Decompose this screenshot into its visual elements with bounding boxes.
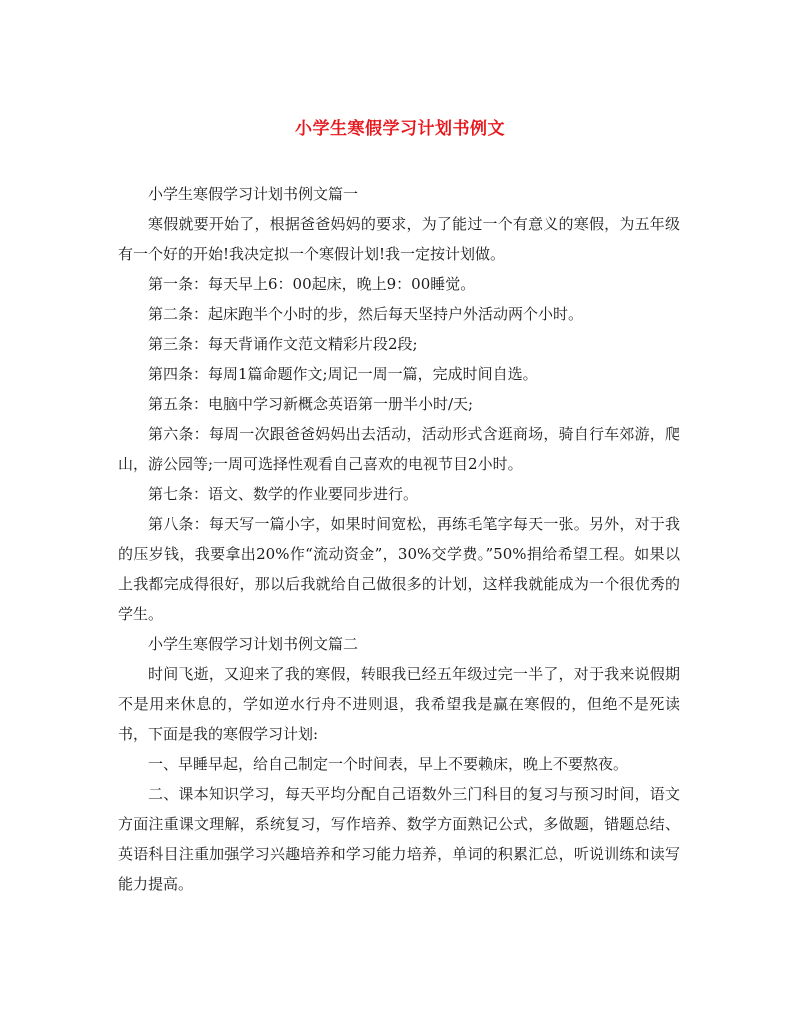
section-heading-1: 小学生寒假学习计划书例文篇一 bbox=[148, 185, 359, 203]
paragraph: 第三条：每天背诵作文范文精彩片段2段; bbox=[148, 335, 418, 353]
paragraph: 一、早睡早起，给自己制定一个时间表，早上不要赖床，晚上不要熬夜。 bbox=[148, 755, 629, 773]
document-body bbox=[118, 179, 680, 899]
section-heading-2: 小学生寒假学习计划书例文篇二 bbox=[148, 635, 359, 653]
paragraph: 第七条：语文、数学的作业要同步进行。 bbox=[148, 485, 419, 503]
paragraph: 第四条：每周1篇命题作文;周记一周一篇，完成时间自选。 bbox=[148, 365, 538, 383]
page-title: 小学生寒假学习计划书例文 bbox=[295, 119, 505, 139]
paragraph: 第二条：起床跑半个小时的步，然后每天坚持户外活动两个小时。 bbox=[148, 305, 584, 323]
paragraph: 第五条：电脑中学习新概念英语第一册半小时/天; bbox=[148, 395, 474, 413]
paragraph: 时间飞逝，又迎来了我的寒假，转眼我已经五年级过完一半了，对于我来说假期不是用来休息的，学如逆水行舟不进则退，我希望我是赢在寒假的，但绝不是死读书，下面是我的寒假学习计划: bbox=[118, 665, 680, 743]
paragraph: 第一条：每天早上6：00起床，晚上9：00睡觉。 bbox=[148, 275, 476, 293]
paragraph: 寒假就要开始了，根据爸爸妈妈的要求，为了能过一个有意义的寒假，为五年级有一个好的开始!我决定拟一个寒假计划!我一定按计划做。 bbox=[118, 215, 680, 263]
paragraph: 二、课本知识学习，每天平均分配自己语数外三门科目的复习与预习时间，语文方面注重课文理解，系统复习，写作培养、数学方面熟记公式，多做题，错题总结、英语科目注重加强学习兴趣培养和学习能力培养，单词的积累汇总，听说训练和读写能力提高。 bbox=[118, 785, 680, 893]
paragraph: 第八条：每天写一篇小字，如果时间宽松，再练毛笔字每天一张。另外，对于我的压岁钱，我要拿出20%作“流动资金”，30%交学费。”50%捐给希望工程。如果以上我都完成得很好，那以后我就给自己做很多的计划，这样我就能成为一个很优秀的学生。 bbox=[118, 515, 680, 623]
paragraph: 第六条：每周一次跟爸爸妈妈出去活动，活动形式含逛商场，骑自行车郊游，爬山，游公园等;一周可选择性观看自己喜欢的电视节目2小时。 bbox=[118, 425, 680, 473]
